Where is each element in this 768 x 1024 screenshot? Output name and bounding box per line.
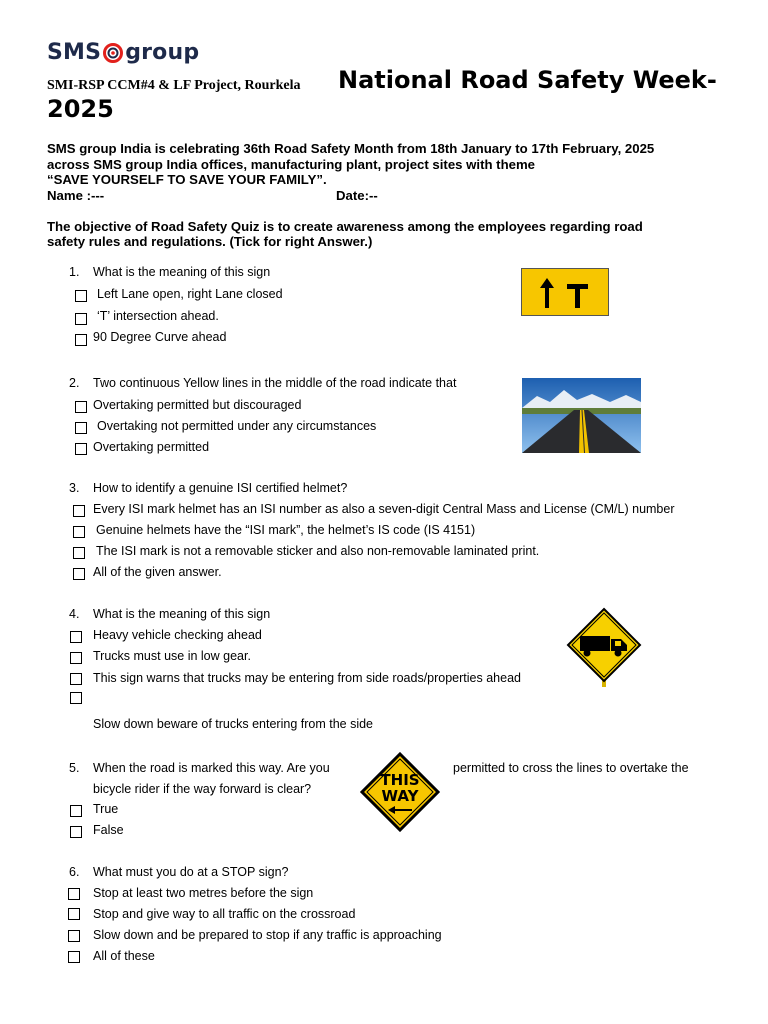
question-6-text: What must you do at a STOP sign? <box>93 865 289 879</box>
logo-right-text: group <box>125 40 200 65</box>
q2-option-1-label: Overtaking permitted but discouraged <box>93 398 302 412</box>
question-2-text: Two continuous Yellow lines in the middle of the road indicate that <box>93 376 457 390</box>
q3-option-1-checkbox[interactable] <box>73 505 85 517</box>
q2-option-3-checkbox[interactable] <box>75 443 87 455</box>
q4-option-4-label: Slow down beware of trucks entering from the side <box>93 717 373 731</box>
q1-option-1-checkbox[interactable] <box>75 290 87 302</box>
q5-option-2-checkbox[interactable] <box>70 826 82 838</box>
q4-option-3-label: This sign warns that trucks may be entering from side roads/properties ahead <box>93 671 521 685</box>
q2-option-2-checkbox[interactable] <box>75 422 87 434</box>
q6-option-3-label: Slow down and be prepared to stop if any traffic is approaching <box>93 928 442 942</box>
q1-option-2-label: ‘T’ intersection ahead. <box>97 309 219 323</box>
intro-theme: “SAVE YOURSELF TO SAVE YOUR FAMILY”. <box>47 172 327 187</box>
intro-line-2: across SMS group India offices, manufacturing plant, project sites with theme <box>47 157 536 172</box>
question-2-number: 2. <box>69 376 80 390</box>
q6-option-3-checkbox[interactable] <box>68 930 80 942</box>
lane-closed-sign-image <box>521 268 609 316</box>
q2-option-2-label: Overtaking not permitted under any circumstances <box>97 419 377 433</box>
q1-option-3-checkbox[interactable] <box>75 334 87 346</box>
question-5-number: 5. <box>69 761 80 775</box>
objective-line-1: The objective of Road Safety Quiz is to create awareness among the employees regarding road <box>47 219 643 234</box>
q1-option-2-checkbox[interactable] <box>75 313 87 325</box>
q6-option-4-label: All of these <box>93 949 155 963</box>
q3-option-2-label: Genuine helmets have the “ISI mark”, the helmet’s IS code (IS 4151) <box>96 523 476 537</box>
logo-ring-icon <box>103 43 123 63</box>
q6-option-2-label: Stop and give way to all traffic on the crossroad <box>93 907 356 921</box>
q6-option-1-checkbox[interactable] <box>68 888 80 900</box>
sms-group-logo <box>47 40 199 65</box>
q5-option-1-label: True <box>93 802 119 816</box>
truck-crossing-sign-image <box>566 607 642 687</box>
sign-text-this: THIS <box>380 771 420 789</box>
question-1-number: 1. <box>69 265 80 279</box>
q4-option-4-checkbox[interactable] <box>70 692 82 704</box>
q3-option-4-label: All of the given answer. <box>93 565 222 579</box>
objective-line-2: safety rules and regulations. (Tick for right Answer.) <box>47 234 373 249</box>
intro-line-1: SMS group India is celebrating 36th Road Safety Month from 18th January to 17th February, 2025 <box>47 141 655 156</box>
q6-option-1-label: Stop at least two metres before the sign <box>93 886 314 900</box>
q3-option-2-checkbox[interactable] <box>73 526 85 538</box>
q5-option-1-checkbox[interactable] <box>70 805 82 817</box>
q6-option-2-checkbox[interactable] <box>68 908 80 920</box>
question-5-text-part2: permitted to cross the lines to overtake the <box>453 761 689 775</box>
q3-option-3-label: The ISI mark is not a removable sticker and also non-removable laminated print. <box>96 544 540 558</box>
page-title-line2: 2025 <box>47 95 114 123</box>
question-4-text: What is the meaning of this sign <box>93 607 271 621</box>
q1-option-3-label: 90 Degree Curve ahead <box>93 330 227 344</box>
q1-option-1-label: Left Lane open, right Lane closed <box>97 287 283 301</box>
q5-option-2-label: False <box>93 823 124 837</box>
name-label: Name :--- <box>47 188 105 203</box>
q3-option-3-checkbox[interactable] <box>73 547 85 559</box>
q4-option-2-checkbox[interactable] <box>70 652 82 664</box>
q3-option-1-label: Every ISI mark helmet has an ISI number as also a seven-digit Central Mass and License (CM/L) number <box>93 502 675 516</box>
this-way-sign-image <box>360 752 440 832</box>
question-3-number: 3. <box>69 481 80 495</box>
question-3-text: How to identify a genuine ISI certified helmet? <box>93 481 348 495</box>
q6-option-4-checkbox[interactable] <box>68 951 80 963</box>
question-4-number: 4. <box>69 607 80 621</box>
q4-option-2-label: Trucks must use in low gear. <box>93 649 251 663</box>
question-1-text: What is the meaning of this sign <box>93 265 271 279</box>
question-5-text-part3: bicycle rider if the way forward is clear? <box>93 782 312 796</box>
project-name: SMI-RSP CCM#4 & LF Project, Rourkela <box>47 78 301 93</box>
road-yellow-lines-photo <box>522 378 641 453</box>
q4-option-1-checkbox[interactable] <box>70 631 82 643</box>
q4-option-3-checkbox[interactable] <box>70 673 82 685</box>
date-label: Date:-- <box>336 188 378 203</box>
logo-left-text: SMS <box>47 40 102 65</box>
q4-option-1-label: Heavy vehicle checking ahead <box>93 628 262 642</box>
q2-option-1-checkbox[interactable] <box>75 401 87 413</box>
q2-option-3-label: Overtaking permitted <box>93 440 210 454</box>
sign-text-way: WAY <box>381 787 419 805</box>
page-title-line1: National Road Safety Week- <box>338 66 717 94</box>
q3-option-4-checkbox[interactable] <box>73 568 85 580</box>
question-5-text-part1: When the road is marked this way. Are you <box>93 761 330 775</box>
question-6-number: 6. <box>69 865 80 879</box>
